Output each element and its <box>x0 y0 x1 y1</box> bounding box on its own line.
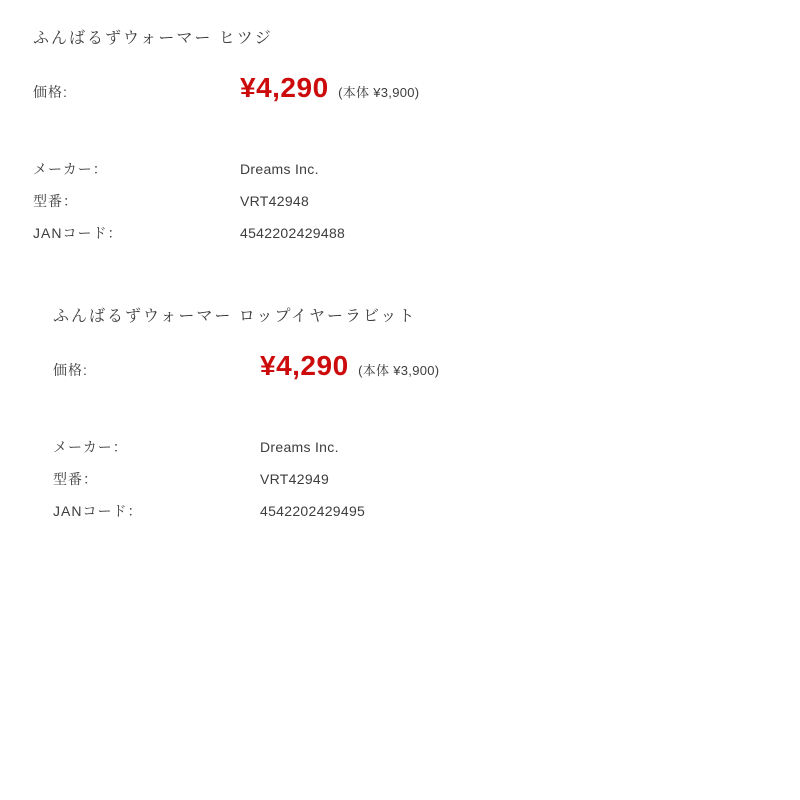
detail-row-model <box>33 191 419 211</box>
price-amount: ¥4,290 <box>260 350 349 381</box>
product-title: ふんばるずウォーマー ヒツジ <box>33 30 273 47</box>
product-section-sheep <box>33 28 419 255</box>
maker-value: Dreams Inc. <box>240 161 319 177</box>
jan-value: 4542202429488 <box>240 225 346 241</box>
detail-row-maker <box>53 437 439 457</box>
jan-label: JANコード： <box>33 225 123 241</box>
price-tax-note: (本体 ¥3,900) <box>338 85 420 100</box>
detail-row-jan <box>53 501 439 521</box>
jan-label: JANコード： <box>53 503 143 519</box>
model-value: VRT42949 <box>260 471 330 487</box>
jan-value: 4542202429495 <box>260 503 366 519</box>
detail-row-jan <box>33 223 419 243</box>
product-section-lop-ear-rabbit <box>53 306 439 533</box>
product-details <box>33 159 419 243</box>
maker-value: Dreams Inc. <box>260 439 339 455</box>
model-label: 型番： <box>53 471 98 487</box>
price-amount: ¥4,290 <box>240 72 329 103</box>
price-label: 価格: <box>53 362 88 378</box>
model-value: VRT42948 <box>240 193 310 209</box>
detail-row-maker <box>33 159 419 179</box>
price-label: 価格: <box>33 84 68 100</box>
price-tax-note: (本体 ¥3,900) <box>358 363 440 378</box>
price-value-group <box>240 72 419 104</box>
product-details <box>53 437 439 521</box>
detail-row-model <box>53 469 439 489</box>
maker-label: メーカー： <box>53 439 128 455</box>
product-title: ふんばるずウォーマー ロップイヤーラビット <box>53 308 417 325</box>
maker-label: メーカー： <box>33 161 108 177</box>
price-row <box>53 350 439 382</box>
model-label: 型番： <box>33 193 78 209</box>
price-value-group <box>260 350 439 382</box>
price-row <box>33 72 419 104</box>
